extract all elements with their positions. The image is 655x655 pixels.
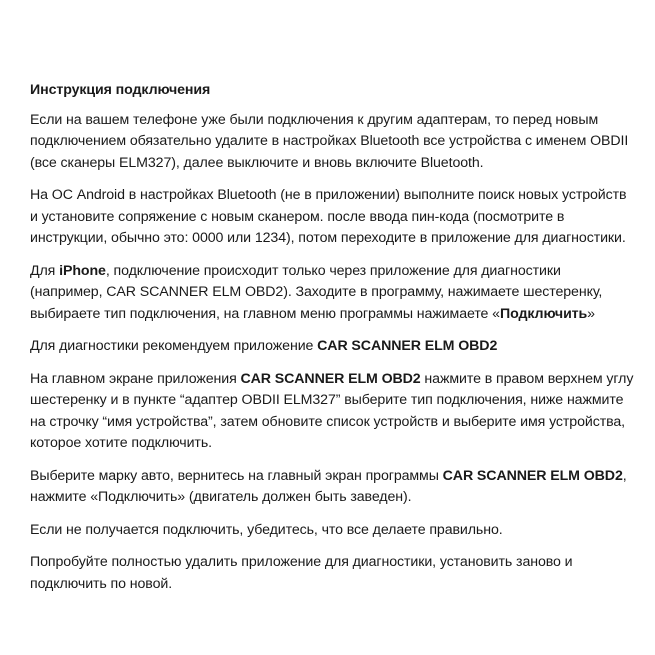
paragraph-recommended-app: [30, 336, 635, 358]
paragraph-reinstall: Попробуйте полностью удалить приложение для диагностики, установить заново и подключить по новой.: [30, 554, 573, 592]
document-title: Инструкция подключения: [30, 82, 211, 98]
app-name-emphasis: CAR SCANNER ELM OBD2: [442, 467, 623, 484]
paragraph-troubleshoot: Если не получается подключить, убедитесь, что все делаете правильно.: [30, 521, 503, 538]
text-fragment: , нажмите «Подключить» (двигатель должен быть заведен).: [30, 467, 627, 505]
text-fragment: Для: [30, 262, 60, 279]
text-fragment: нажмите в правом верхнем углу шестеренку и в пункте “адаптер OBDII ELM327” выберите тип подключения, ниже нажмите на строчку “имя устройства”, затем обновите список устройств и выберите имя устройства, которое хотите подключить.: [30, 370, 634, 451]
paragraph-iphone-connection: [30, 261, 635, 326]
instruction-document: [30, 80, 635, 606]
text-fragment: Выберите марку авто, вернитесь на главный экран программы: [30, 467, 443, 484]
text-fragment: , подключение происходит только через приложение для диагностики (например, CAR SCANNER ELM OBD2). Заходите в программу, нажимаете шестеренку, выбираете тип подключения, на главном меню программы нажимаете «: [30, 262, 603, 322]
app-name-emphasis: CAR SCANNER ELM OBD2: [240, 370, 421, 387]
connect-emphasis: Подключить: [499, 305, 588, 322]
app-name-emphasis: CAR SCANNER ELM OBD2: [317, 338, 498, 354]
paragraph-remove-old-devices: Если на вашем телефоне уже были подключения к другим адаптерам, то перед новым подключением обязательно удалите в настройках Bluetooth все устройства с именем OBDII (все сканеры ELM327), далее выключите и вновь включите Bluetooth.: [30, 111, 629, 171]
paragraph-select-car: [30, 466, 635, 509]
text-fragment: »: [587, 305, 595, 322]
paragraph-app-settings: [30, 369, 635, 455]
iphone-emphasis: iPhone: [59, 262, 106, 279]
text-fragment: Для диагностики рекомендуем приложение: [30, 338, 318, 354]
text-fragment: На главном экране приложения: [30, 370, 241, 387]
paragraph-android-pairing: На ОС Android в настройках Bluetooth (не в приложении) выполните поиск новых устройств и установите сопряжение с новым сканером. после ввода пин-кода (посмотрите в инструкции, обычно это: 0000 или 1234), потом переходите в приложение для диагностики.: [30, 187, 627, 246]
